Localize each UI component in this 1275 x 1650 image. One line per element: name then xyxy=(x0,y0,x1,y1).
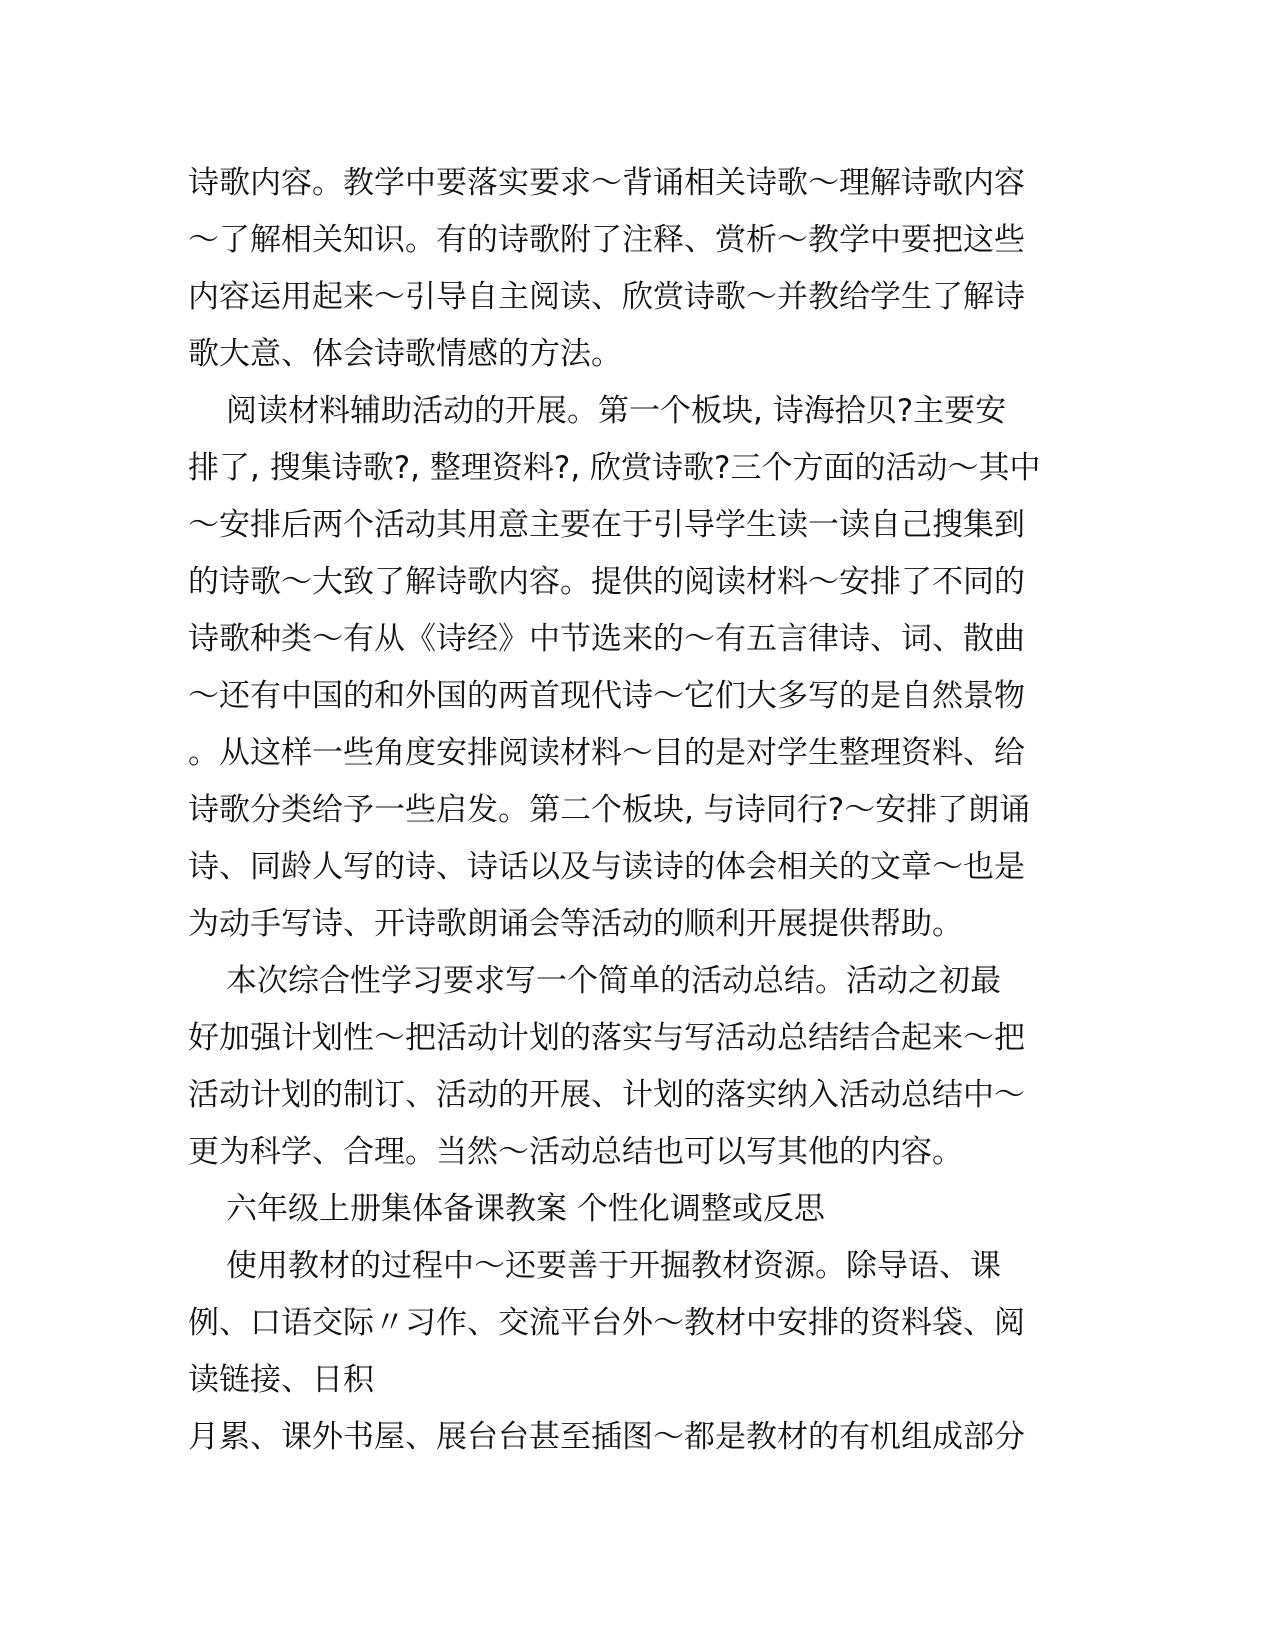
document-body xyxy=(188,155,1088,1466)
text-line: 歌大意、体会诗歌情感的方法。 xyxy=(188,336,622,372)
text-line: 更为科学、合理。当然～活动总结也可以写其他的内容。 xyxy=(188,1134,963,1170)
text-line: 诗歌分类给予一些启发。第二个板块, 与诗同行?～安排了朗诵 xyxy=(188,792,1031,828)
text-line: ～安排后两个活动其用意主要在于引导学生读一读自己搜集到 xyxy=(188,507,1025,543)
text-line: 的诗歌～大致了解诗歌内容。提供的阅读材料～安排了不同的 xyxy=(188,564,1025,600)
text-line: 内容运用起来～引导自主阅读、欣赏诗歌～并教给学生了解诗 xyxy=(188,279,1025,315)
paragraph-first-line: 阅读材料辅助活动的开展。第一个板块, 诗海拾贝?主要安 xyxy=(226,393,1007,429)
paragraph-first-line: 使用教材的过程中～还要善于开掘教材资源。除导语、课 xyxy=(226,1248,1001,1284)
text-line: 例、口语交际〃习作、交流平台外～教材中安排的资料袋、阅 xyxy=(188,1305,1025,1341)
text-line: 排了, 搜集诗歌?, 整理资料?, 欣赏诗歌?三个方面的活动～其中 xyxy=(188,450,1041,486)
text-line: 读链接、日积 xyxy=(188,1362,374,1398)
section-heading-line: 六年级上册集体备课教案 个性化调整或反思 xyxy=(226,1191,825,1227)
text-line: 诗歌种类～有从《诗经》中节选来的～有五言律诗、词、散曲 xyxy=(188,621,1025,657)
text-line: 诗歌内容。教学中要落实要求～背诵相关诗歌～理解诗歌内容 xyxy=(188,165,1025,201)
text-line: 为动手写诗、开诗歌朗诵会等活动的顺利开展提供帮助。 xyxy=(188,906,963,942)
text-line: 。从这样一些角度安排阅读材料～目的是对学生整理资料、给 xyxy=(188,735,1025,771)
text-line: 活动计划的制订、活动的开展、计划的落实纳入活动总结中～ xyxy=(188,1077,1025,1113)
text-line: 诗、同龄人写的诗、诗话以及与读诗的体会相关的文章～也是 xyxy=(188,849,1025,885)
text-line: 月累、课外书屋、展台台甚至插图～都是教材的有机组成部分 xyxy=(188,1419,1025,1455)
text-line: ～还有中国的和外国的两首现代诗～它们大多写的是自然景物 xyxy=(188,678,1025,714)
paragraph-first-line: 本次综合性学习要求写一个简单的活动总结。活动之初最 xyxy=(226,963,1001,999)
text-line: 好加强计划性～把活动计划的落实与写活动总结结合起来～把 xyxy=(188,1020,1025,1056)
text-line: ～了解相关知识。有的诗歌附了注释、赏析～教学中要把这些 xyxy=(188,222,1025,258)
